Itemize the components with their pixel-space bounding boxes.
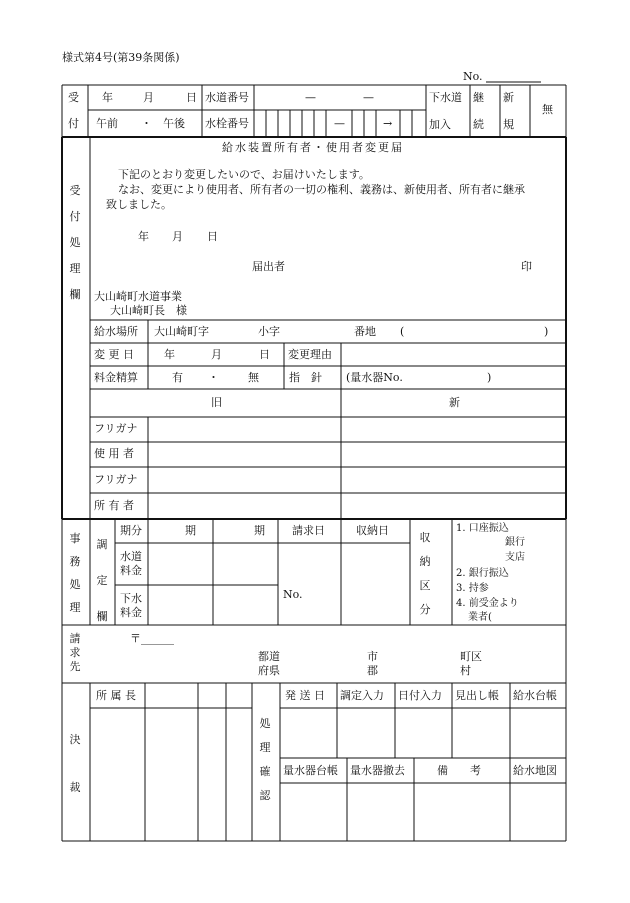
- uketsuke-1: 受: [68, 91, 79, 104]
- keizoku-1: 継: [473, 91, 484, 104]
- suido-dash-2: —: [363, 91, 374, 104]
- ryokin-nashi: 無: [248, 371, 259, 384]
- option-2: 2. 銀行振込: [456, 568, 509, 579]
- shuno-kubun-label: 収納区分: [419, 531, 431, 616]
- ryokin-ari: 有: [172, 371, 183, 384]
- gesuido-label: 下水道: [429, 91, 462, 104]
- option-1-shiten: 支店: [505, 552, 525, 563]
- body-line-1: 下記のとおり変更したいので、お届けいたします。: [118, 168, 370, 181]
- furigana-label-2: フリガナ: [94, 473, 138, 486]
- option-4: 4. 前受金より: [456, 598, 519, 609]
- shishin-label: 指 針: [289, 371, 322, 384]
- gun-label: 郡: [367, 664, 378, 677]
- shin-header: 新: [449, 396, 460, 409]
- mu-label: 無: [542, 103, 553, 116]
- billing-side-label: 請求先: [69, 632, 81, 673]
- keizoku-2: 続: [473, 118, 484, 131]
- body-line-2: なお、変更により使用者、所有者の一切の権利、義務は、新使用者、所有者に継承: [118, 183, 525, 196]
- option-4-gyosha: 業者(: [468, 612, 492, 623]
- gozen-gogo-dot: ・: [141, 117, 152, 130]
- fuken-label: 府県: [258, 664, 280, 677]
- form-number: 様式第4号(第39条関係): [62, 51, 180, 64]
- addressee-line-2: 大山崎町長 様: [110, 304, 187, 317]
- ryosuiki-tekkyo-header: 量水器撤去: [350, 764, 405, 777]
- option-1: 1. 口座振込: [456, 523, 509, 534]
- chotei-side-label: 調定欄: [96, 538, 108, 623]
- kyu-header: 旧: [211, 396, 222, 409]
- henko-riyu-label: 変更理由: [288, 348, 332, 361]
- ryokin-dot: ・: [208, 371, 219, 384]
- suido-dash-1: —: [305, 91, 316, 104]
- todokede-label: 届出者: [252, 260, 285, 273]
- basho-paren-open: (: [400, 325, 405, 338]
- body-line-3: 致しました。: [106, 198, 172, 211]
- biko-header: 備 考: [437, 764, 481, 777]
- henko-gatsu: 月: [211, 348, 222, 361]
- gogo-label: 午後: [163, 117, 185, 130]
- banchi-label: 番地: [354, 325, 376, 338]
- furigana-label-1: フリガナ: [94, 422, 138, 435]
- addressee-line-1: 大山崎町水道事業: [94, 290, 182, 303]
- top-nichi: 日: [186, 91, 197, 104]
- kyusui-basho-value: 大山崎町字: [154, 325, 209, 338]
- suido-bango-label: 水道番号: [205, 91, 249, 104]
- shoyusha-label: 所 有 者: [94, 499, 134, 512]
- shiyosha-label: 使 用 者: [94, 447, 134, 460]
- kyusui-basho-label: 給水場所: [94, 325, 138, 338]
- no-label: No.: [463, 70, 483, 83]
- seikyubi-label: 請求日: [292, 524, 325, 537]
- seal-label: 印: [521, 260, 532, 273]
- kessai-side-label: 決裁: [69, 733, 81, 794]
- henko-nen: 年: [164, 348, 175, 361]
- suido-ryokin-label: 水道料金: [120, 550, 142, 577]
- henko-nichi: 日: [259, 348, 270, 361]
- shunobi-label: 収納日: [356, 524, 389, 537]
- ki-2-label: 期: [254, 524, 265, 537]
- kanyu-label: 加入: [429, 118, 451, 131]
- form-title: 給水装置所有者・使用者変更届: [222, 141, 404, 154]
- postal-code: 〒______: [130, 632, 174, 645]
- reception-nichi: 日: [207, 230, 218, 243]
- gesui-ryokin-label: 下水料金: [120, 592, 142, 619]
- kibun-label: 期分: [120, 524, 142, 537]
- shi-label: 市: [367, 650, 378, 663]
- henko-bi-label: 変 更 日: [94, 348, 134, 361]
- ryosuiki-paren-close: ): [487, 371, 492, 384]
- chotei-nyuryoku-header: 調定入力: [340, 689, 384, 702]
- koaza-label: 小字: [258, 325, 280, 338]
- hassobi-header: 発 送 日: [285, 689, 325, 702]
- office-no-label: No.: [283, 588, 303, 601]
- todo-label: 都道: [258, 650, 280, 663]
- option-3: 3. 持参: [456, 583, 489, 594]
- top-gatsu: 月: [143, 91, 154, 104]
- chouku-label: 町区: [460, 650, 482, 663]
- reception-side-label: 受付処理欄: [69, 184, 81, 301]
- gozen-label: 午前: [96, 117, 118, 130]
- suisen-dash: —: [334, 117, 345, 130]
- mura-label: 村: [460, 664, 471, 677]
- shinki-2: 規: [503, 118, 514, 131]
- ryosuiki-daicho-header: 量水器台帳: [283, 764, 338, 777]
- reception-nen: 年: [138, 230, 149, 243]
- ryokin-seisan-label: 料金精算: [94, 371, 138, 384]
- basho-paren-close: ): [544, 325, 549, 338]
- shori-kakunin-label: 処理確認: [259, 717, 271, 802]
- shozokucho-label: 所 属 長: [96, 689, 136, 702]
- shinki-1: 新: [503, 91, 514, 104]
- kyusui-chizu-header: 給水地図: [513, 764, 557, 777]
- midashi-header: 見出し帳: [455, 689, 499, 702]
- reception-gatsu: 月: [172, 230, 183, 243]
- option-1-ginko: 銀行: [505, 537, 525, 548]
- uketsuke-2: 付: [68, 117, 79, 130]
- ryosuiki-no-label: (量水器No.: [346, 371, 403, 384]
- office-side-label: 事務処理: [69, 532, 81, 614]
- suisen-arrow: →: [383, 117, 393, 130]
- kyusui-daicho-header: 給水台帳: [513, 689, 557, 702]
- suisen-bango-label: 水栓番号: [205, 117, 249, 130]
- hizuke-nyuryoku-header: 日付入力: [398, 689, 442, 702]
- top-nen: 年: [102, 91, 113, 104]
- ki-1-label: 期: [185, 524, 196, 537]
